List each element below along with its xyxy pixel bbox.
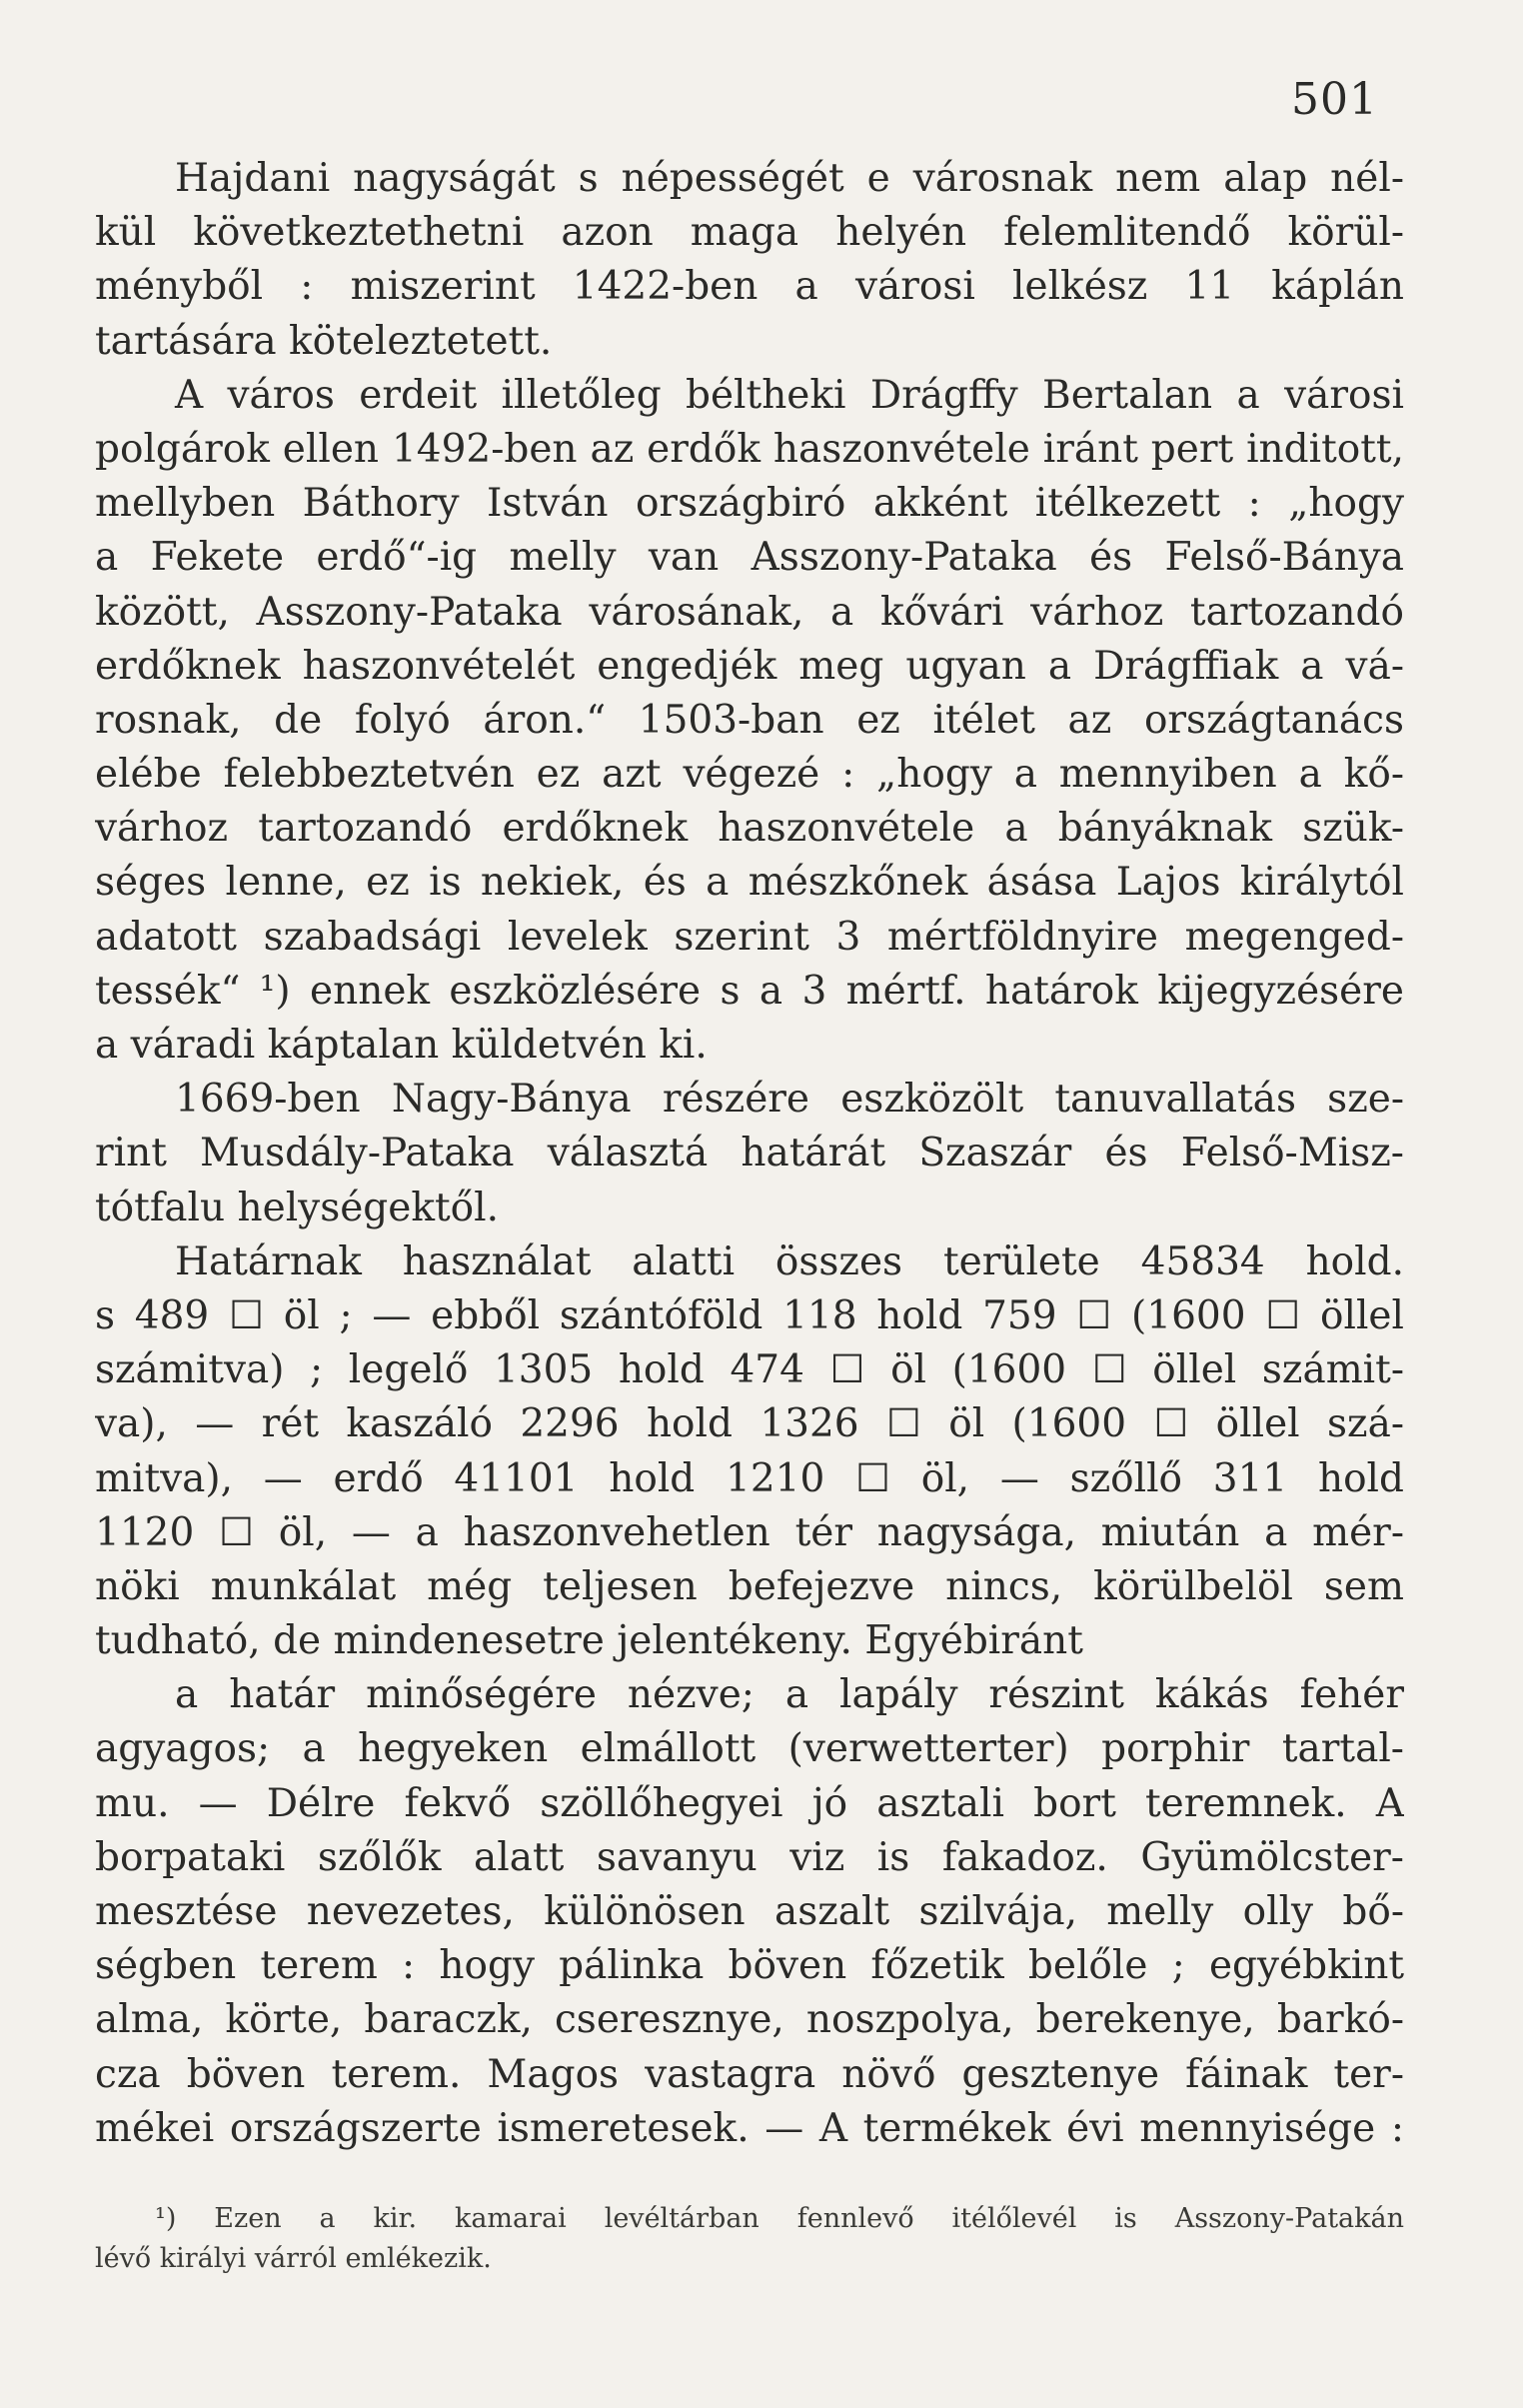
page-number: 501	[1291, 74, 1378, 125]
text-line: mitva), — erdő 41101 hold 1210 ☐ öl, — szőllő 311 hold	[95, 1455, 1404, 1501]
text-line: rosnak, de folyó áron.“ 1503-ban ez itélet az országtanács	[95, 697, 1404, 743]
body-text	[95, 152, 1404, 2156]
text-line: elébe felebbeztetvén ez azt végezé : „hogy a mennyiben a kő-	[95, 752, 1404, 798]
text-line: agyagos; a hegyeken elmállott (verwetterter) porphir tartal-	[95, 1726, 1404, 1772]
text-line: s 489 ☐ öl ; — ebből szántóföld 118 hold 759 ☐ (1600 ☐ öllel	[95, 1292, 1404, 1338]
text-line: ségben terem : hogy pálinka böven főzetik belőle ; egyébkint	[95, 1943, 1404, 1989]
text-line: a Fekete erdő“-ig melly van Asszony-Pataka és Felső-Bánya	[95, 535, 1404, 581]
text-line: alma, körte, baraczk, cseresznye, noszpolya, berekenye, barkó-	[95, 1997, 1404, 2043]
text-line: mellyben Báthory István országbiró akként itélkezett : „hogy	[95, 481, 1404, 527]
text-line: erdőknek haszonvételét engedjék meg ugyan a Drágffiak a vá-	[95, 643, 1404, 689]
text-line: va), — rét kaszáló 2296 hold 1326 ☐ öl (1600 ☐ öllel szá-	[95, 1401, 1404, 1447]
text-line: cza böven terem. Magos vastagra növő gesztenye fáinak ter-	[95, 2051, 1404, 2097]
text-line: mékei országszerte ismeretesek. — A termékek évi mennyisége :	[95, 2105, 1404, 2151]
text-line: tartására köteleztetett.	[95, 318, 553, 364]
text-line: várhoz tartozandó erdőknek haszonvétele a bányáknak szük-	[95, 806, 1404, 852]
text-line: között, Asszony-Pataka városának, a kővári várhoz tartozandó	[95, 589, 1404, 635]
footnote-line: ¹) Ezen a kir. kamarai levéltárban fennlevő itélőlevél is Asszony-Patakán	[155, 2203, 1404, 2234]
text-line: ményből : miszerint 1422-ben a városi lelkész 11 káplán	[95, 264, 1404, 310]
text-line: a határ minőségére nézve; a lapály részint kákás fehér	[175, 1672, 1404, 1718]
text-line: kül következtethetni azon maga helyén felemlitendő körül-	[95, 210, 1404, 256]
text-line: tótfalu helységektől.	[95, 1185, 499, 1230]
text-line: 1120 ☐ öl, — a haszonvehetlen tér nagysága, miután a mér-	[95, 1509, 1404, 1555]
text-line: borpataki szőlők alatt savanyu viz is fakadoz. Gyümölcster-	[95, 1834, 1404, 1880]
text-line: mesztése nevezetes, különösen aszalt szilvája, melly olly bő-	[95, 1889, 1404, 1934]
footnotes	[95, 2199, 1404, 2279]
text-line: polgárok ellen 1492-ben az erdők haszonvétele iránt pert inditott,	[95, 426, 1404, 472]
text-line: rint Musdály-Pataka választá határát Szaszár és Felső-Misz-	[95, 1131, 1404, 1177]
text-line: a váradi káptalan küldetvén ki.	[95, 1023, 708, 1068]
text-line: adatott szabadsági levelek szerint 3 mértföldnyire megenged-	[95, 914, 1404, 960]
text-line: Hajdani nagyságát s népességét e városnak nem alap nél-	[175, 156, 1404, 201]
text-line: Határnak használat alatti összes területe 45834 hold.	[175, 1238, 1404, 1284]
text-line: tudható, de mindenesetre jelentékeny. Egyébiránt	[95, 1618, 1083, 1664]
text-line: mu. — Délre fekvő szöllőhegyei jó asztali bort teremnek. A	[95, 1780, 1404, 1826]
text-line: A város erdeit illetőleg béltheki Drágffy Bertalan a városi	[175, 372, 1404, 418]
text-line: séges lenne, ez is nekiek, és a mészkőnek ásása Lajos királytól	[95, 860, 1404, 906]
footnote-line: lévő királyi várról emlékezik.	[95, 2243, 492, 2274]
text-line: számitva) ; legelő 1305 hold 474 ☐ öl (1600 ☐ öllel számit-	[95, 1347, 1404, 1393]
text-line: tessék“ ¹) ennek eszközlésére s a 3 mértf. határok kijegyzésére	[95, 968, 1404, 1014]
text-line: nöki munkálat még teljesen befejezve nincs, körülbelöl sem	[95, 1563, 1404, 1609]
text-line: 1669-ben Nagy-Bánya részére eszközölt tanuvallatás sze-	[175, 1077, 1404, 1123]
